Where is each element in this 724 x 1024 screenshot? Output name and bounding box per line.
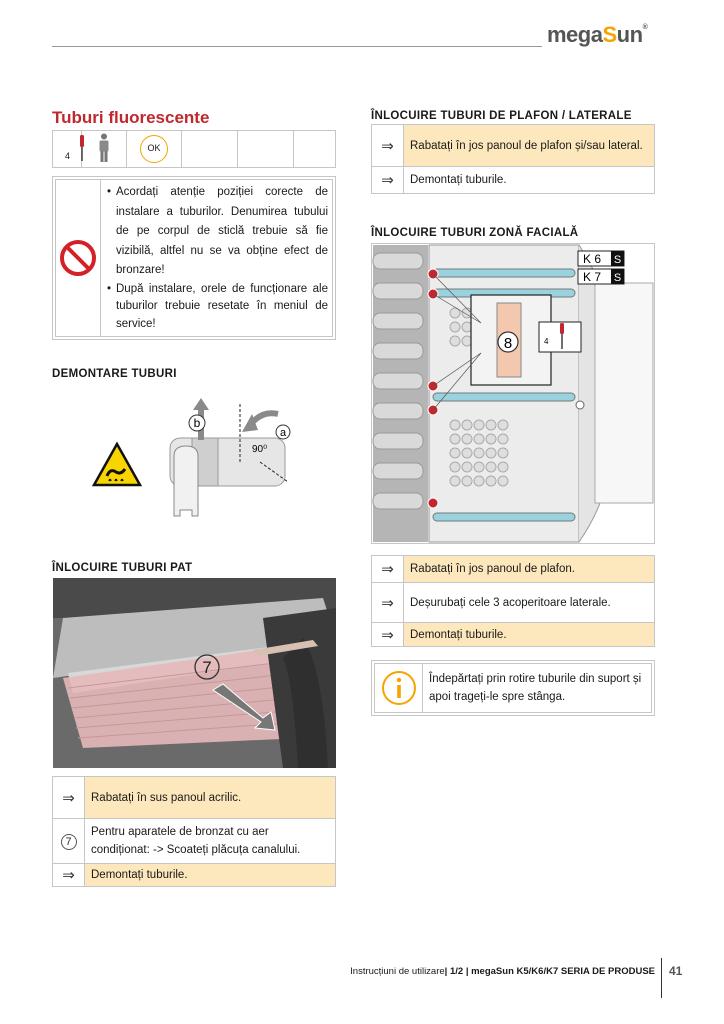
step-row: [53, 864, 336, 887]
step-row: [53, 819, 336, 864]
step-text: Demontați tuburile.: [85, 864, 336, 887]
arrow-icon: ⇒: [53, 864, 85, 887]
tool-number-label: 4: [544, 337, 549, 346]
dismount-heading: DEMONTARE TUBURI: [52, 368, 177, 380]
megasun-logo: megaSun®: [547, 22, 648, 47]
footer-text: Instrucțiuni de utilizare| 1/2 | megaSun K5/K6/K7 SERIA DE PRODUSE: [350, 966, 655, 977]
hot-surface-warning-icon: [94, 444, 140, 485]
face-marker-label: 8: [503, 335, 513, 352]
ceiling-heading: ÎNLOCUIRE TUBURI DE PLAFON / LATERALE: [371, 110, 632, 122]
ceiling-steps-table: [371, 124, 655, 194]
arrow-icon: ⇒: [372, 125, 404, 167]
ok-circle-icon: OK: [140, 135, 168, 163]
model-s-label: S: [613, 254, 622, 266]
arrow-icon: ⇒: [372, 623, 404, 647]
arrow-icon: ⇒: [372, 556, 404, 583]
bed-marker-label: 7: [202, 658, 212, 677]
model-k6-label: K 6: [583, 252, 602, 266]
step-row: [372, 556, 655, 583]
footer-divider: [661, 958, 662, 998]
step-text: Demontați tuburile.: [404, 167, 655, 194]
angle-label: 90⁰: [252, 444, 268, 455]
step-row: [53, 777, 336, 819]
warning-item: • Acordați atenție poziției corecte de instalare a tuburilor. Denumirea tubului de pe corpul de sticlă trebuie să fie vizibilă, altfel nu se va obține efect de bronzare!: [107, 183, 328, 281]
rotate-arrow-icon: [242, 413, 278, 432]
step-b-label: b: [193, 416, 201, 430]
empty-cell: [294, 131, 336, 168]
empty-cell: [238, 131, 294, 168]
step-text: Rabatați în sus panoul acrilic.: [85, 777, 336, 819]
step-text: Rabatați în jos panoul de plafon.: [404, 556, 655, 583]
screwdriver-icon: [77, 135, 87, 163]
info-cell: [375, 664, 423, 712]
ok-cell: [127, 131, 182, 168]
arrow-icon: ⇒: [372, 167, 404, 194]
step-7-icon: 7: [53, 819, 85, 864]
bed-heading: ÎNLOCUIRE TUBURI PAT: [52, 562, 193, 574]
person-icon: [97, 133, 111, 163]
face-steps-table: [371, 555, 655, 647]
empty-cell: [182, 131, 238, 168]
face-tubes-drawing: [371, 243, 655, 544]
model-s-label: S: [613, 272, 622, 284]
prohibition-cell: [56, 180, 101, 336]
step-text: Deșurubați cele 3 acoperitoare laterale.: [404, 583, 655, 623]
page-title: Tuburi fluorescente: [52, 108, 210, 127]
bed-steps-table: [52, 776, 336, 887]
header-rule: [52, 46, 542, 47]
step-text: Pentru aparatele de bronzat cu aer condiționat: -> Scoateți plăcuța canalului.: [85, 819, 336, 864]
arrow-icon: ⇒: [372, 583, 404, 623]
warning-item: • După instalare, orele de funcționare ale tuburilor trebuie resetate în meniul de service!: [107, 281, 328, 334]
info-box: [371, 660, 655, 716]
tube-rotation-figure: [90, 392, 310, 528]
model-k7-label: K 7: [583, 270, 602, 284]
person-cell: [82, 131, 127, 168]
step-a-label: a: [279, 427, 287, 439]
warning-box: [52, 176, 336, 340]
step-row: [372, 167, 655, 194]
step-row: [372, 125, 655, 167]
warning-list: [101, 180, 332, 336]
arrow-icon: ⇒: [53, 777, 85, 819]
prohibition-icon: [59, 239, 97, 277]
info-icon: [381, 670, 417, 706]
step-text: Demontați tuburile.: [404, 623, 655, 647]
info-text: Îndepărtați prin rotire tuburile din suport și apoi trageți-le spre stânga.: [429, 673, 642, 703]
screwdriver-cell: 4: [53, 131, 82, 168]
bed-tubes-photo: [53, 578, 336, 768]
tool-icon-table: [52, 130, 336, 168]
face-heading: ÎNLOCUIRE TUBURI ZONĂ FACIALĂ: [371, 227, 579, 239]
step-row: [372, 623, 655, 647]
step-text: Rabatați în jos panoul de plafon și/sau lateral.: [404, 125, 655, 167]
tube-holder-drawing: [170, 404, 288, 516]
step-row: [372, 583, 655, 623]
page-number: 41: [669, 964, 683, 978]
